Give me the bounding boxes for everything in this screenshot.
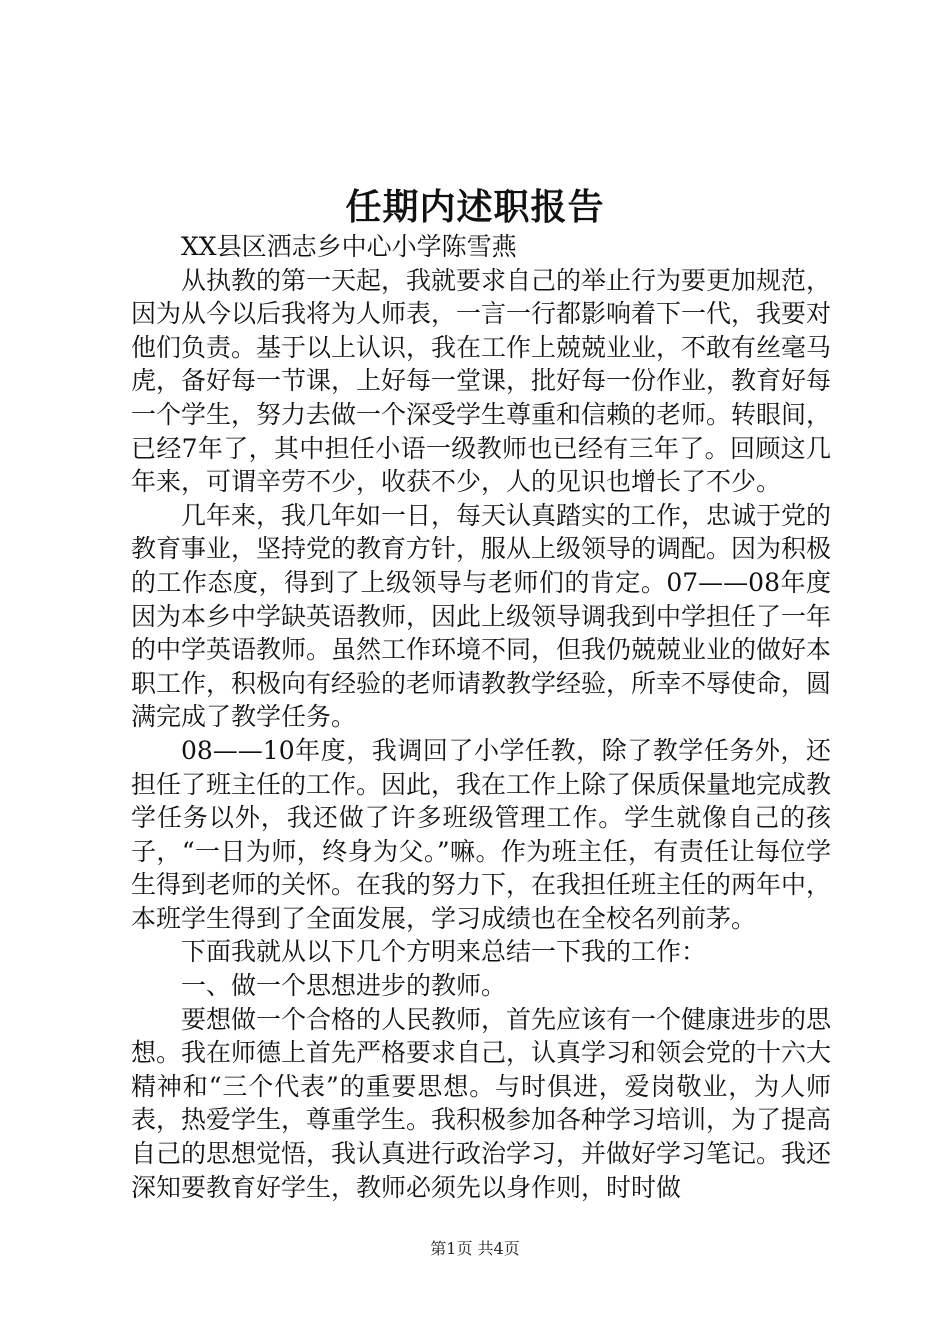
author-line: XX县区洒志乡中心小学陈雪燕 [181, 232, 517, 261]
section-heading: 一、做一个思想进步的教师。 [181, 971, 507, 1001]
document-body [131, 230, 831, 1204]
page-footer: 第1页 共4页 [430, 1239, 520, 1258]
document-title: 任期内述职报告 [345, 186, 605, 228]
paragraph: 下面我就从以下几个方明来总结一下我的工作： [181, 937, 707, 967]
paragraph: 要想做一个合格的人民教师，首先应该有一个健康进步的思想。我在师德上首先严格要求自己，认真学习和领会党的十六大精神和“三个代表”的重要思想。与时俱进，爱岗敬业，为人师表，热爱学生，尊重学生。我积极参加各种学习培训，为了提高自己的思想觉悟，我认真进行政治学习，并做好学习笔记。我还深知要教育好学生，教师必须先以身作则，时时做 [131, 1004, 832, 1202]
paragraph: 08——10年度，我调回了小学任教，除了教学任务外，还担任了班主任的工作。因此，我在工作上除了保质保量地完成教学任务以外，我还做了许多班级管理工作。学生就像自己的孩子，“一日为师，终身为父。”嘛。作为班主任，有责任让每位学生得到老师的关怀。在我的努力下，在我担任班主任的两年中，本班学生得到了全面发展，学习成绩也在全校名列前茅。 [131, 735, 832, 933]
paragraph: 从执教的第一天起，我就要求自己的举止行为要更加规范，因为从今以后我将为人师表，一言一行都影响着下一代，我要对他们负责。基于以上认识，我在工作上兢兢业业，不敢有丝毫马虎，备好每一节课，上好每一堂课，批好每一份作业，教育好每一个学生，努力去做一个深受学生尊重和信赖的老师。转眼间，已经7年了，其中担任小语一级教师也已经有三年了。回顾这几年来，可谓辛劳不少，收获不少，人的见识也增长了不少。 [131, 265, 832, 497]
paragraph: 几年来，我几年如一日，每天认真踏实的工作，忠诚于党的教育事业，坚持党的教育方针，服从上级领导的调配。因为积极的工作态度，得到了上级领导与老师们的肯定。07——08年度因为本乡中学缺英语教师，因此上级领导调我到中学担任了一年的中学英语教师。虽然工作环境不同，但我仍兢兢业业的做好本职工作，积极向有经验的老师请教教学经验，所幸不辱使命，圆满完成了教学任务。 [131, 500, 832, 732]
